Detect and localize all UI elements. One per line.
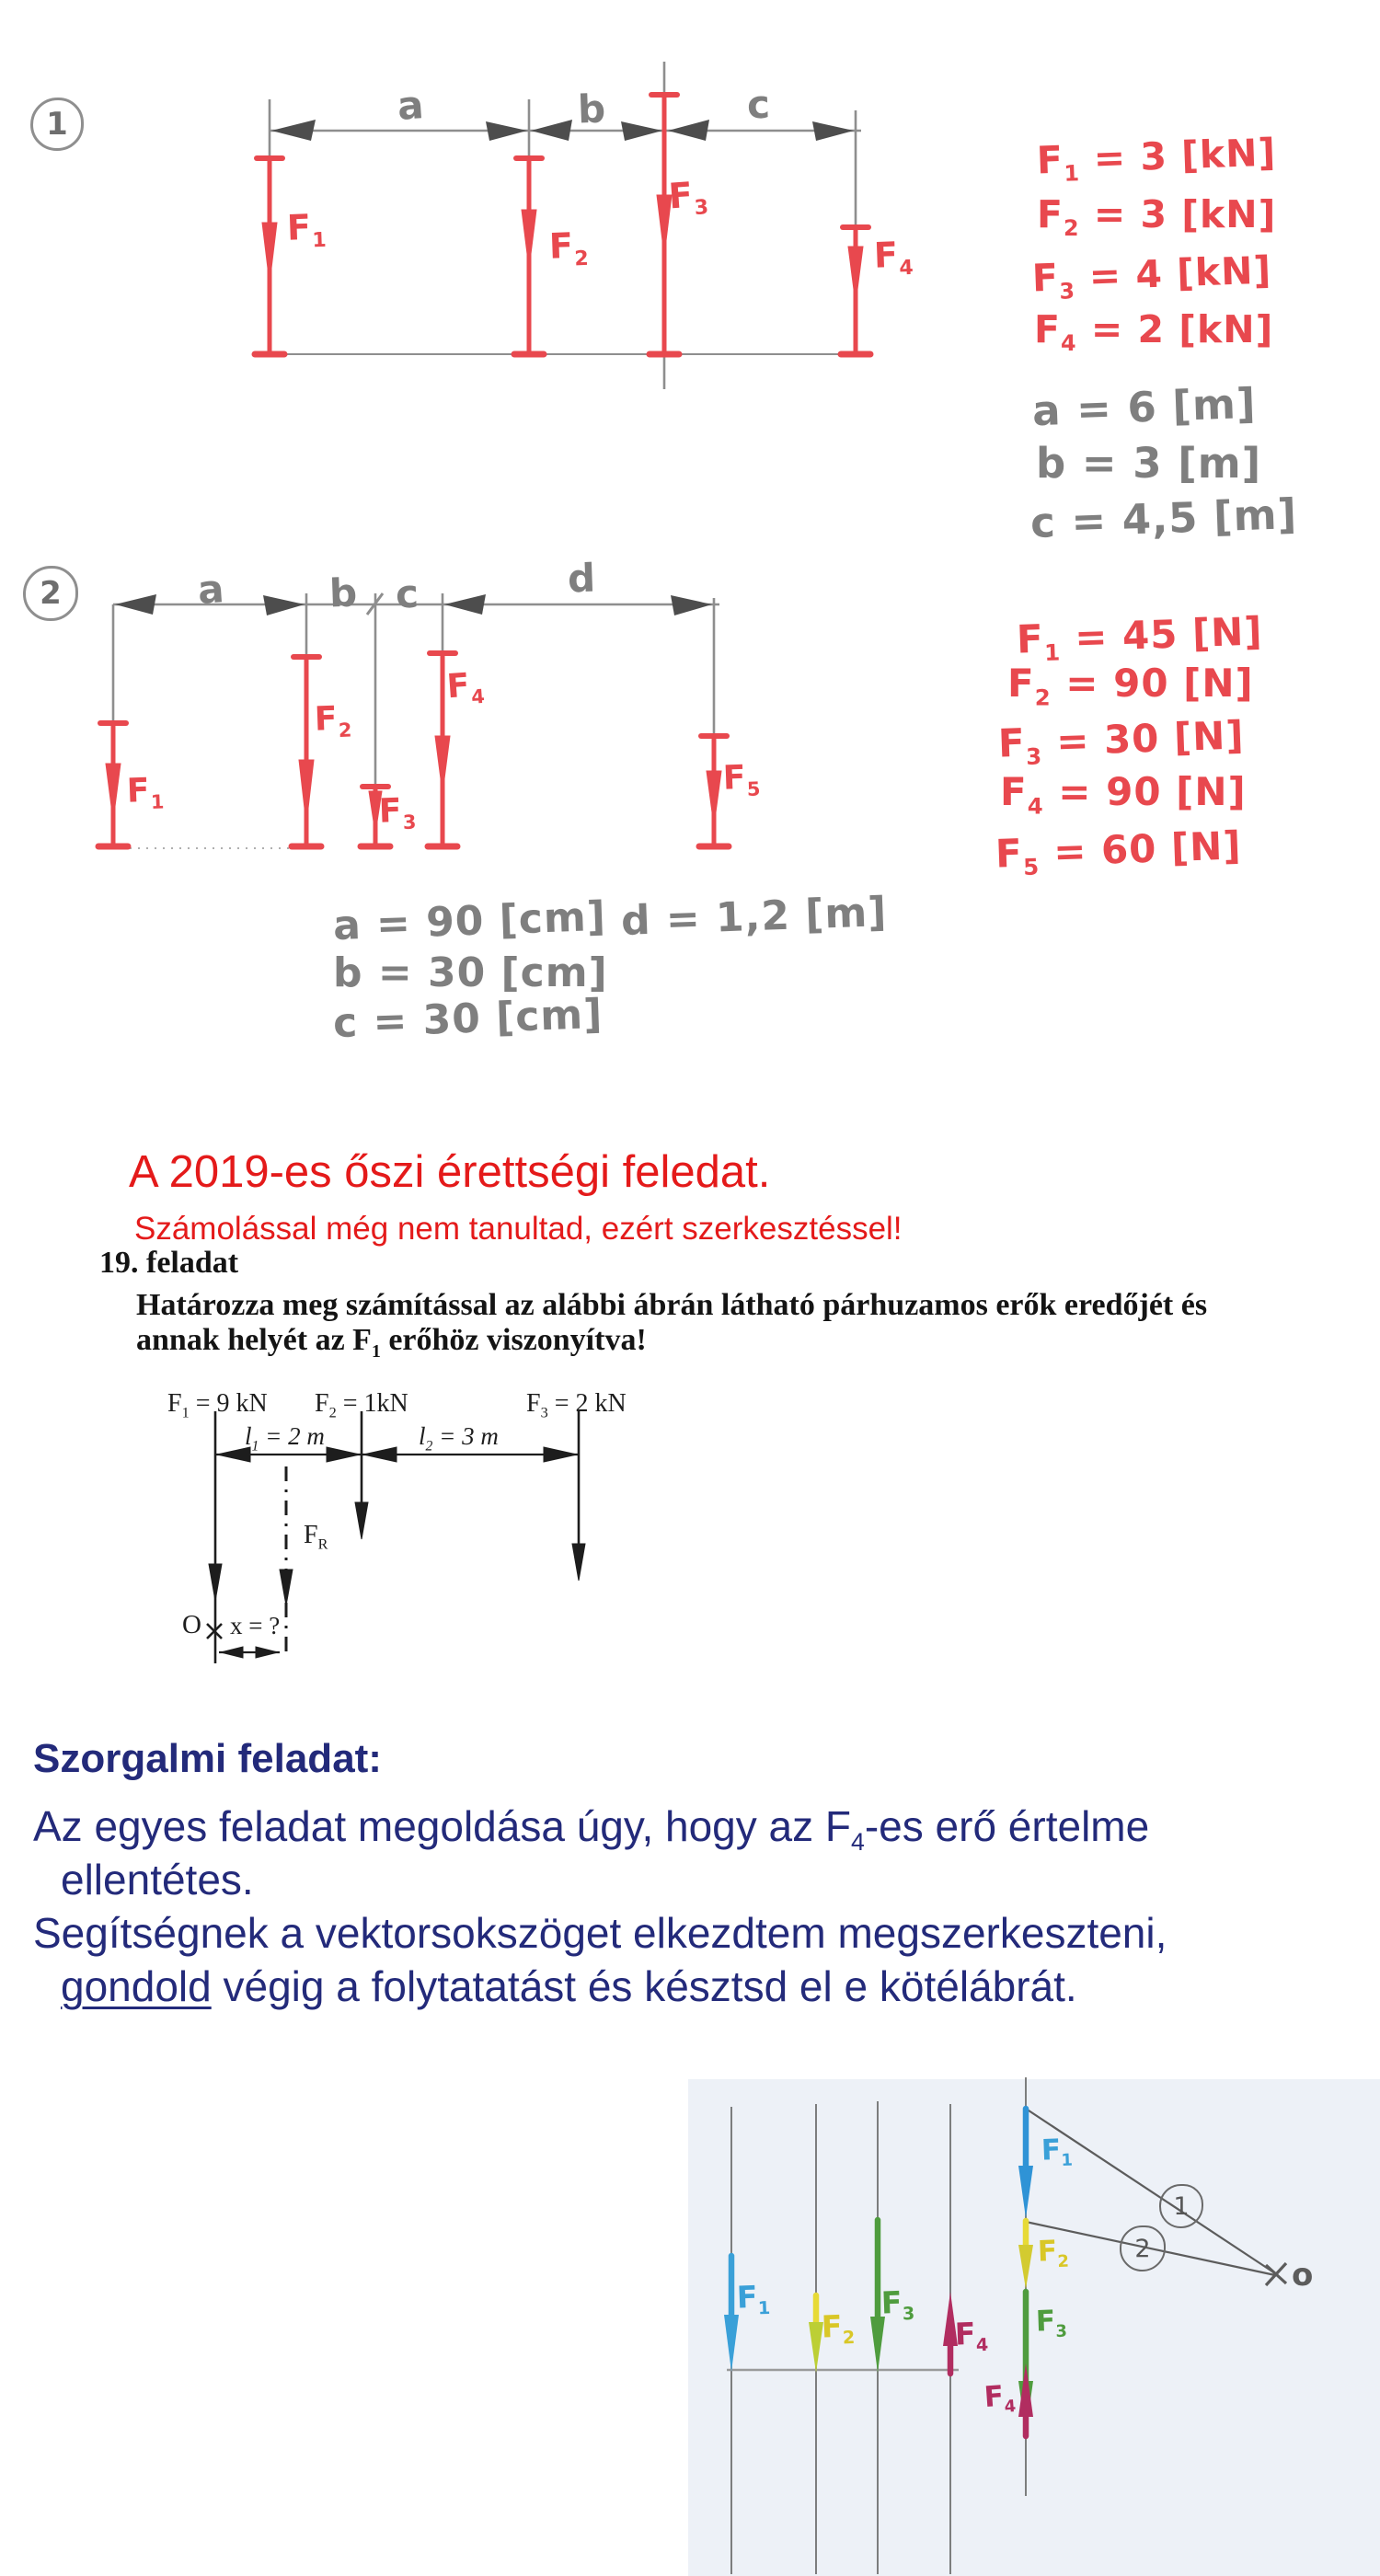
length-value: c = 4,5 [m] [1029, 489, 1298, 548]
homework-line4: gondold végig a folytatatást és késztsd el e kötélábrát. [61, 1962, 1077, 2010]
construction-force-label-f4: $F_4$ [954, 2315, 989, 2356]
diagram2-number: 2 [40, 575, 62, 612]
dim-label-c: c [746, 81, 772, 128]
construction-force-label-f1: $F_1$ [736, 2278, 771, 2319]
figure-force-f2: $F_2 = 1kN$ [315, 1389, 408, 1421]
figure-x-question: x = ? [230, 1612, 281, 1639]
force-label-f2: $F_2$ [314, 699, 353, 742]
dim-label-a: a [196, 566, 226, 613]
dim-label-c: c [395, 570, 420, 617]
force-value: $F_4 = 2$ [kN] [1034, 307, 1274, 357]
force-label-f3: $F_3$ [667, 174, 710, 221]
length-value: b = 3 [m] [1036, 439, 1262, 488]
force-label-f5: $F_5$ [722, 758, 762, 800]
length-value: b = 30 [cm] [333, 949, 608, 996]
force-value: $F_2 = 90$ [N] [1007, 661, 1254, 711]
polygon-force-label-f2: $F_2$ [1037, 2234, 1070, 2272]
force-value: $F_3 = 30$ [N] [997, 712, 1246, 771]
force-value: $F_5 = 60$ [N] [995, 822, 1243, 881]
diagram2-number-circle [23, 566, 78, 621]
force-label-f1: $F_1$ [126, 771, 166, 813]
dim-label-a: a [396, 82, 426, 129]
exam-title: A 2019-es őszi érettségi feledat. [129, 1147, 771, 1197]
exam-subtitle: Számolással még nem tanultad, ezért szerkesztéssel! [134, 1211, 903, 1247]
figure-force-f1: $F_1 = 9$ kN [167, 1389, 268, 1421]
dim-label-d: d [567, 555, 597, 602]
dim-label-b: b [577, 86, 607, 132]
force-label-f3: $F_3$ [378, 791, 418, 834]
force-label-f1: $F_1$ [286, 206, 328, 253]
homework-line1: Az egyes feladat megoldása úgy, hogy az $F_4-es$ erő értelme [33, 1802, 1150, 1857]
ray1-number-circle: 1 [1159, 2184, 1203, 2228]
homework-heading: Szorgalmi feladat: [33, 1736, 382, 1781]
diagram1-number-circle [30, 98, 84, 151]
force-value: $F_3 = 4$ [kN] [1031, 247, 1272, 305]
ray2-number-circle: 2 [1120, 2225, 1166, 2271]
polygon-force-label-f4: $F_4$ [983, 2379, 1017, 2417]
force-label-f2: $F_2$ [548, 224, 591, 271]
length-value: a = 6 [m] [1031, 378, 1258, 436]
polygon-force-label-f3: $F_3$ [1035, 2304, 1068, 2342]
homework-line3: Segítségnek a vektorsokszöget elkezdtem megszerkeszteni, [33, 1909, 1167, 1957]
task-number: 19. feladat [99, 1246, 239, 1280]
figure-force-f3: $F_3 = 2$ kN [526, 1389, 627, 1421]
figure-origin-label: O [182, 1610, 201, 1639]
homework-line2: ellentétes. [61, 1856, 254, 1903]
task-text-line1: Határozza meg számítással az alábbi ábrán látható párhuzamos erők eredőjét és [136, 1288, 1208, 1322]
polygon-force-label-f1: $F_1$ [1041, 2133, 1074, 2171]
force-value: $F_4 = 90$ [N] [1000, 769, 1247, 820]
figure-dim-l2: $l_2 = 3$ m [419, 1422, 499, 1455]
pole-label: o [1292, 2257, 1315, 2294]
task-text-line2: annak helyét az $F_1$ erőhöz viszonyítva! [136, 1323, 647, 1362]
construction-force-label-f2: $F_2$ [821, 2307, 856, 2349]
figure-resultant-label: $F_R$ [304, 1521, 328, 1553]
dim-label-b: b [328, 569, 359, 616]
length-value: a = 90 [cm] [332, 892, 607, 950]
construction-force-label-f3: $F_3$ [880, 2283, 915, 2325]
length-value-d: d = 1,2 [m] [620, 888, 889, 946]
force-label-f4: $F_4$ [445, 666, 487, 708]
force-value: $F_1 = 45$ [N] [1016, 608, 1264, 667]
diagram1-number: 1 [46, 106, 68, 143]
figure-dim-l1: $l_1 = 2$ m [245, 1422, 325, 1455]
force-value: $F_1 = 3$ [kN] [1036, 130, 1277, 187]
force-label-f4: $F_4$ [873, 234, 915, 281]
force-value: $F_2 = 3$ [kN] [1037, 192, 1277, 242]
scan-background [688, 2079, 1380, 2576]
length-value: c = 30 [cm] [332, 990, 604, 1048]
